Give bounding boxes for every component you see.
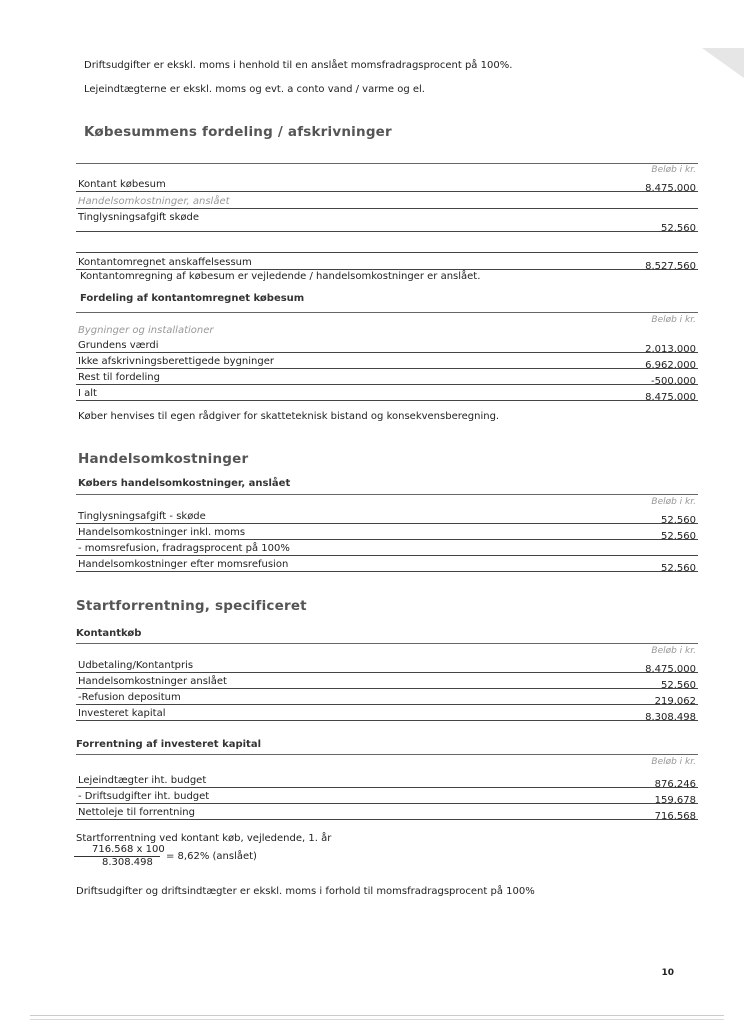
kontantkoeb-table — [76, 643, 698, 721]
section-title-startforrentning: Startforrentning, specificeret — [76, 598, 307, 614]
row-label: Tinglysningsafgift skøde — [78, 212, 200, 223]
formula-result: = 8,62% (anslået) — [166, 851, 257, 862]
formula-numerator: 716.568 x 100 — [92, 844, 165, 855]
folded-corner — [702, 48, 744, 78]
table-group-label — [76, 326, 698, 337]
row-value: 8.475.000 — [645, 392, 696, 403]
table-row — [76, 540, 698, 556]
intro-line-1: Driftsudgifter er ekskl. moms i henhold til en anslået momsfradragsprocent på 100%. — [84, 60, 513, 71]
table-row — [76, 209, 698, 232]
row-value: 8.475.000 — [645, 183, 696, 194]
row-label: Ikke afskrivningsberettigede bygninger — [78, 356, 274, 367]
row-value: 219.062 — [654, 696, 696, 707]
table-row — [76, 556, 698, 572]
table-row — [76, 508, 698, 524]
row-label: Investeret kapital — [78, 708, 166, 719]
row-value: 159.678 — [654, 795, 696, 806]
page-number: 10 — [661, 968, 674, 978]
row-label: Handelsomkostninger efter momsrefusion — [78, 559, 289, 570]
table-row — [76, 673, 698, 689]
handelsomkostninger-table — [76, 494, 698, 572]
row-label: - Driftsudgifter iht. budget — [78, 791, 210, 802]
table-row — [76, 369, 698, 385]
row-value: 52.560 — [661, 515, 696, 526]
koebesum-table — [76, 163, 698, 270]
column-header: Beløb i kr. — [651, 165, 696, 175]
row-label: -Refusion depositum — [78, 692, 181, 703]
row-label: I alt — [78, 388, 97, 399]
row-label: Rest til fordeling — [78, 372, 160, 383]
table-row — [76, 385, 698, 401]
forrentning-subtitle: Forrentning af investeret kapital — [76, 739, 262, 750]
table-row — [76, 524, 698, 540]
kontantkoeb-subtitle: Kontantkøb — [76, 628, 142, 639]
handelsomkostninger-subtitle: Købers handelsomkostninger, anslået — [78, 478, 291, 489]
column-header: Beløb i kr. — [651, 646, 696, 656]
table-row — [76, 689, 698, 705]
table-row — [76, 337, 698, 353]
section-title-handelsomkostninger: Handelsomkostninger — [78, 451, 249, 467]
moms-footnote: Driftsudgifter og driftsindtægter er ekskl. moms i forhold til momsfradragsprocent på 100% — [76, 886, 535, 897]
section-title-koebesum: Købesummens fordeling / afskrivninger — [84, 124, 392, 140]
fordeling-subtitle: Fordeling af kontantomregnet købesum — [80, 293, 305, 304]
row-value: 52.560 — [661, 223, 696, 234]
column-header: Beløb i kr. — [651, 757, 696, 767]
row-value: -500.000 — [651, 376, 696, 387]
table-row — [76, 705, 698, 721]
page-bottom-edge — [30, 1015, 724, 1020]
startforrentning-formula — [74, 844, 374, 872]
row-value: 8.475.000 — [645, 664, 696, 675]
forrentning-table — [76, 754, 698, 820]
skatte-footnote: Køber henvises til egen rådgiver for skatteteknisk bistand og konsekvensberegning. — [78, 411, 500, 422]
formula-intro: Startforrentning ved kontant køb, vejledende, 1. år — [76, 833, 332, 844]
table-row — [76, 192, 698, 209]
row-label: Lejeindtægter iht. budget — [78, 775, 207, 786]
row-label: Handelsomkostninger anslået — [78, 676, 227, 687]
table-row — [76, 804, 698, 820]
column-header: Beløb i kr. — [651, 315, 696, 325]
row-label: Handelsomkostninger inkl. moms — [78, 527, 246, 538]
intro-line-2: Lejeindtægterne er ekskl. moms og evt. a conto vand / varme og el. — [84, 84, 425, 95]
row-value: 52.560 — [661, 531, 696, 542]
table-row — [76, 768, 698, 788]
row-label: Kontant købesum — [78, 179, 166, 190]
table-row — [76, 657, 698, 673]
row-label: Kontantomregnet anskaffelsessum — [78, 257, 252, 268]
row-value: 716.568 — [654, 811, 696, 822]
column-header: Beløb i kr. — [651, 497, 696, 507]
row-value: 8.527.560 — [645, 261, 696, 272]
row-value: 8.308.498 — [645, 712, 696, 723]
group-label: Bygninger og installationer — [78, 325, 214, 336]
row-label: Nettoleje til forrentning — [78, 807, 195, 818]
row-label: Handelsomkostninger, anslået — [78, 196, 230, 207]
row-value: 876.246 — [654, 779, 696, 790]
row-value: 52.560 — [661, 563, 696, 574]
fordeling-table — [76, 312, 698, 401]
table-row — [76, 788, 698, 804]
row-label: Tinglysningsafgift - skøde — [78, 511, 206, 522]
kontantomregning-note: Kontantomregning af købesum er vejledende / handelsomkostninger er anslået. — [80, 271, 481, 282]
row-label: - momsrefusion, fradragsprocent på 100% — [78, 543, 290, 554]
row-label: Udbetaling/Kontantpris — [78, 660, 194, 671]
row-value: 2.013.000 — [645, 344, 696, 355]
table-row — [76, 252, 698, 270]
row-value: 6.962.000 — [645, 360, 696, 371]
table-row — [76, 176, 698, 192]
row-value: 52.560 — [661, 680, 696, 691]
table-row — [76, 353, 698, 369]
formula-denominator: 8.308.498 — [102, 857, 153, 868]
row-label: Grundens værdi — [78, 340, 159, 351]
